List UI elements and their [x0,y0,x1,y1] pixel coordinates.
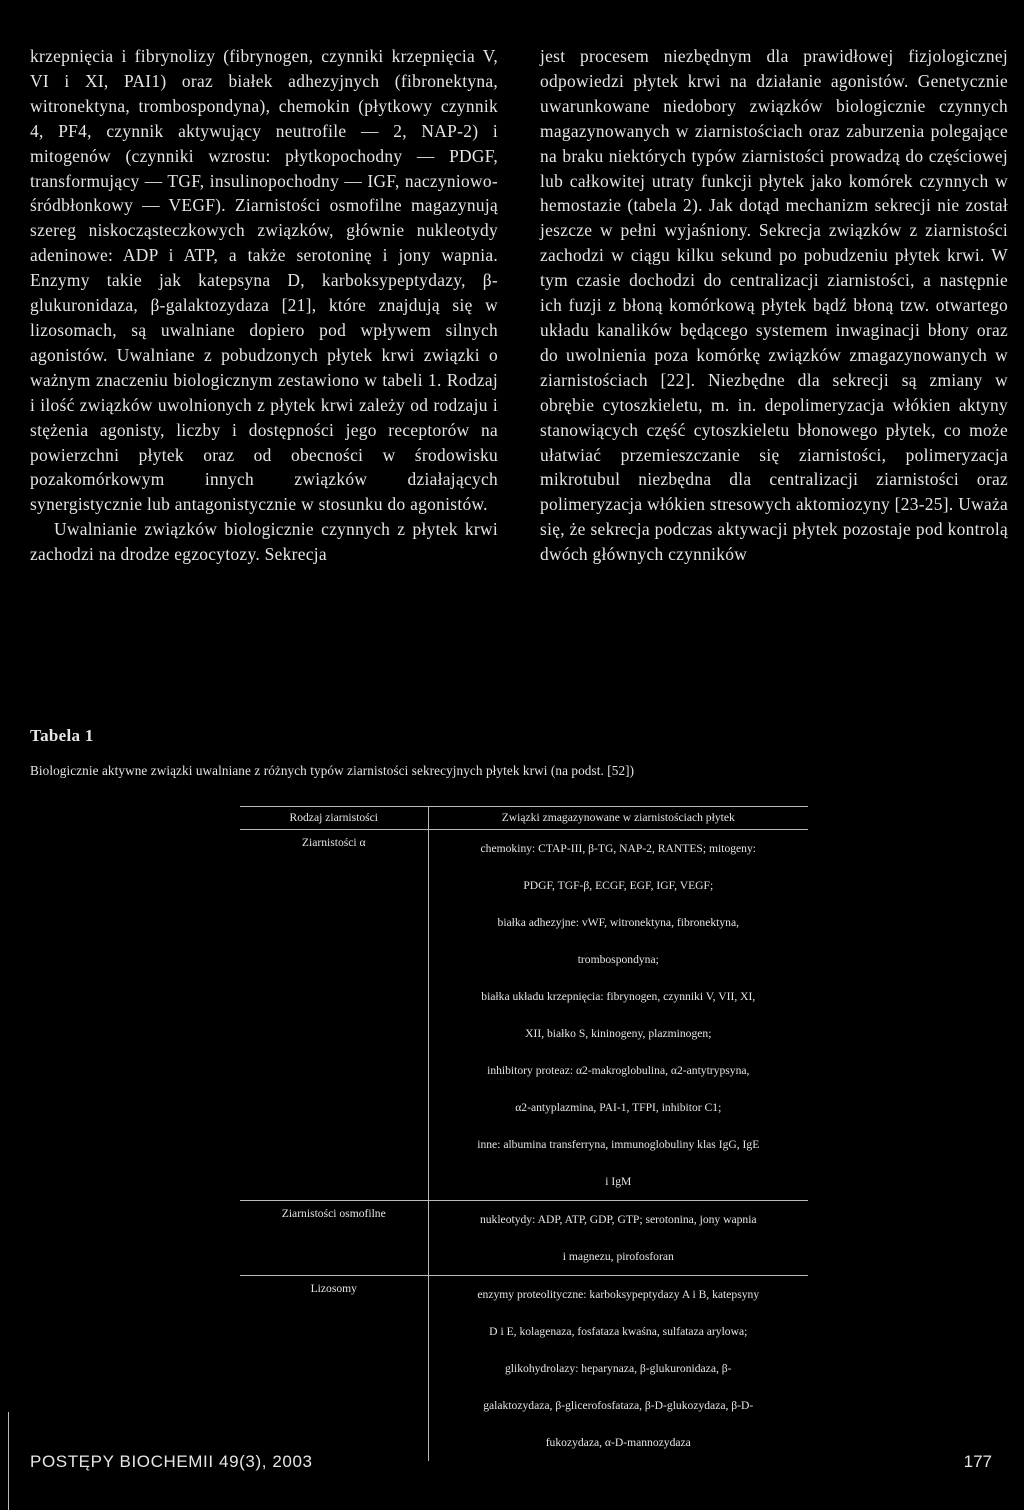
table-row [240,1201,808,1276]
paragraph: krzepnięcia i fibrynolizy (fibrynogen, czynniki krzepnięcia V, VI i XI, PAI1) oraz białek adhezyjnych (fibronektyna, witronektyna, trombospondyna), chemokin (płytkowy czynnik 4, PF4, czynnik aktywujący neutrofile — 2, NAP-2) i mitogenów (czynniki wzrostu: płytkopochodny — PDGF, transformujący — TGF, insulinopochodny — IGF, naczyniowo-śródbłonkowy — VEGF). Ziarnistości osmofilne magazynują szereg niskocząsteczkowych związków, głównie nukleotydy adeninowe: ADP i ATP, a także serotoninę i jony wapnia. Enzymy takie jak katepsyna D, karboksypeptydazy, β-glukuronidaza, β-galaktozydaza [21], które znajdują się w lizosomach, są uwalniane dopiero pod wpływem silnych agonistów. Uwalniane z pobudzonych płytek krwi związki o ważnym znaczeniu biologicznym zestawiono w tabeli 1. Rodzaj i ilość związków uwolnionych z płytek krwi zależy od rodzaju i stężenia agonisty, liczby i dostępności jego receptorów na powierzchni płytek oraz od obecności w środowisku pozakomórkowym innych związków działających synergistycznie lub antagonistycznie w stosunku do agonistów. [30,46,498,515]
journal-footer: POSTĘPY BIOCHEMII 49(3), 2003 [30,1452,313,1471]
granule-table [240,806,808,1461]
compound-line: i magnezu, pirofosforan [562,1250,674,1263]
left-text-column [30,44,498,567]
compound-line: XII, białko S, kininogeny, plazminogen; [525,1027,712,1040]
header-stored-compounds: Związki zmagazynowane w ziarnistościach płytek [428,807,808,830]
compound-line: galaktozydaza, β-glicerofosfataza, β-D-glukozydaza, β-D- [483,1399,754,1412]
compound-line: białka układu krzepnięcia: fibrynogen, czynniki V, VII, XI, [481,990,756,1003]
table-label: Tabela 1 [30,726,94,745]
compound-line: inne: albumina transferryna, immunoglobuliny klas IgG, IgE [477,1138,760,1151]
granule-type-cell: Lizosomy [310,1282,357,1295]
compound-line: nukleotydy: ADP, ATP, GDP, GTP; serotonina, jony wapnia [479,1213,757,1226]
table-header-row [240,807,808,830]
compound-line: D i E, kolagenaza, fosfataza kwaśna, sulfataza arylowa; [489,1325,748,1338]
compound-line: glikohydrolazy: heparynaza, β-glukuronidaza, β- [505,1362,732,1375]
table-caption: Biologicznie aktywne związki uwalniane z różnych typów ziarnistości sekrecyjnych płytek krwi (na podst. [52]) [30,763,635,778]
compound-line: chemokiny: CTAP-III, β-TG, NAP-2, RANTES; mitogeny: [480,842,756,855]
compound-line: fukozydaza, α-D-mannozydaza [545,1436,691,1449]
compound-line: trombospondyna; [577,953,659,966]
compound-line: enzymy proteolityczne: karboksypeptydazy A i B, katepsyny [477,1288,760,1301]
compound-line: PDGF, TGF-β, ECGF, EGF, IGF, VEGF; [523,879,714,892]
margin-divider [8,1412,9,1510]
header-granule-type: Rodzaj ziarnistości [240,807,428,830]
compound-line: białka adhezyjne: vWF, witronektyna, fibronektyna, [497,916,740,929]
table-row [240,830,808,1201]
granule-type-cell: Ziarnistości osmofilne [281,1207,386,1220]
page-number: 177 [963,1452,992,1471]
right-text-column [540,44,1008,567]
paragraph: jest procesem niezbędnym dla prawidłowej fizjologicznej odpowiedzi płytek krwi na działanie agonistów. Genetycznie uwarunkowane niedobory związków biologicznie czynnych magazynowanych w ziarnistościach oraz zaburzenia polegające na braku niektórych typów ziarnistości prowadzą do częściowej lub całkowitej utraty funkcji płytek jako komórek czynnych w hemostazie (tabela 2). Jak dotąd mechanizm sekrecji nie został jeszcze w pełni wyjaśniony. Sekrecja związków z ziarnistości zachodzi w ciągu kilku sekund po pobudzeniu płytek krwi. W tym czasie dochodzi do centralizacji ziarnistości, a następnie ich fuzji z błoną komórkową płytek bądź błoną tzw. otwartego układu kanalików będącego systemem inwaginacji błony oraz do uwolnienia poza komórkę związków zmagazynowanych w ziarnistościach [22]. Niezbędne dla sekrecji są zmiany w obrębie cytoszkieletu, m. in. depolimeryzacja włókien aktyny stanowiących część cytoszkieletu błonowego płytek, co może ułatwiać przemieszczanie się ziarnistości, polimeryzacja mikrotubul niezbędna dla centralizacji ziarnistości oraz polimeryzacja włókien stresowych aktomiozyny [23-25]. Uważa się, że sekrecja podczas aktywacji płytek pozostaje pod kontrolą dwóch głównych czynników [540,46,1008,565]
compound-line: α2-antyplazmina, PAI-1, TFPI, inhibitor C1; [515,1101,722,1114]
compound-line: inhibitory proteaz: α2-makroglobulina, α2-antytrypsyna, [487,1064,750,1077]
paragraph: Uwalnianie związków biologicznie czynnych z płytek krwi zachodzi na drodze egzocytozy. Sekrecja [30,519,498,565]
compound-line: i IgM [605,1175,632,1188]
table-row [240,1276,808,1462]
granule-type-cell: Ziarnistości α [301,836,366,849]
